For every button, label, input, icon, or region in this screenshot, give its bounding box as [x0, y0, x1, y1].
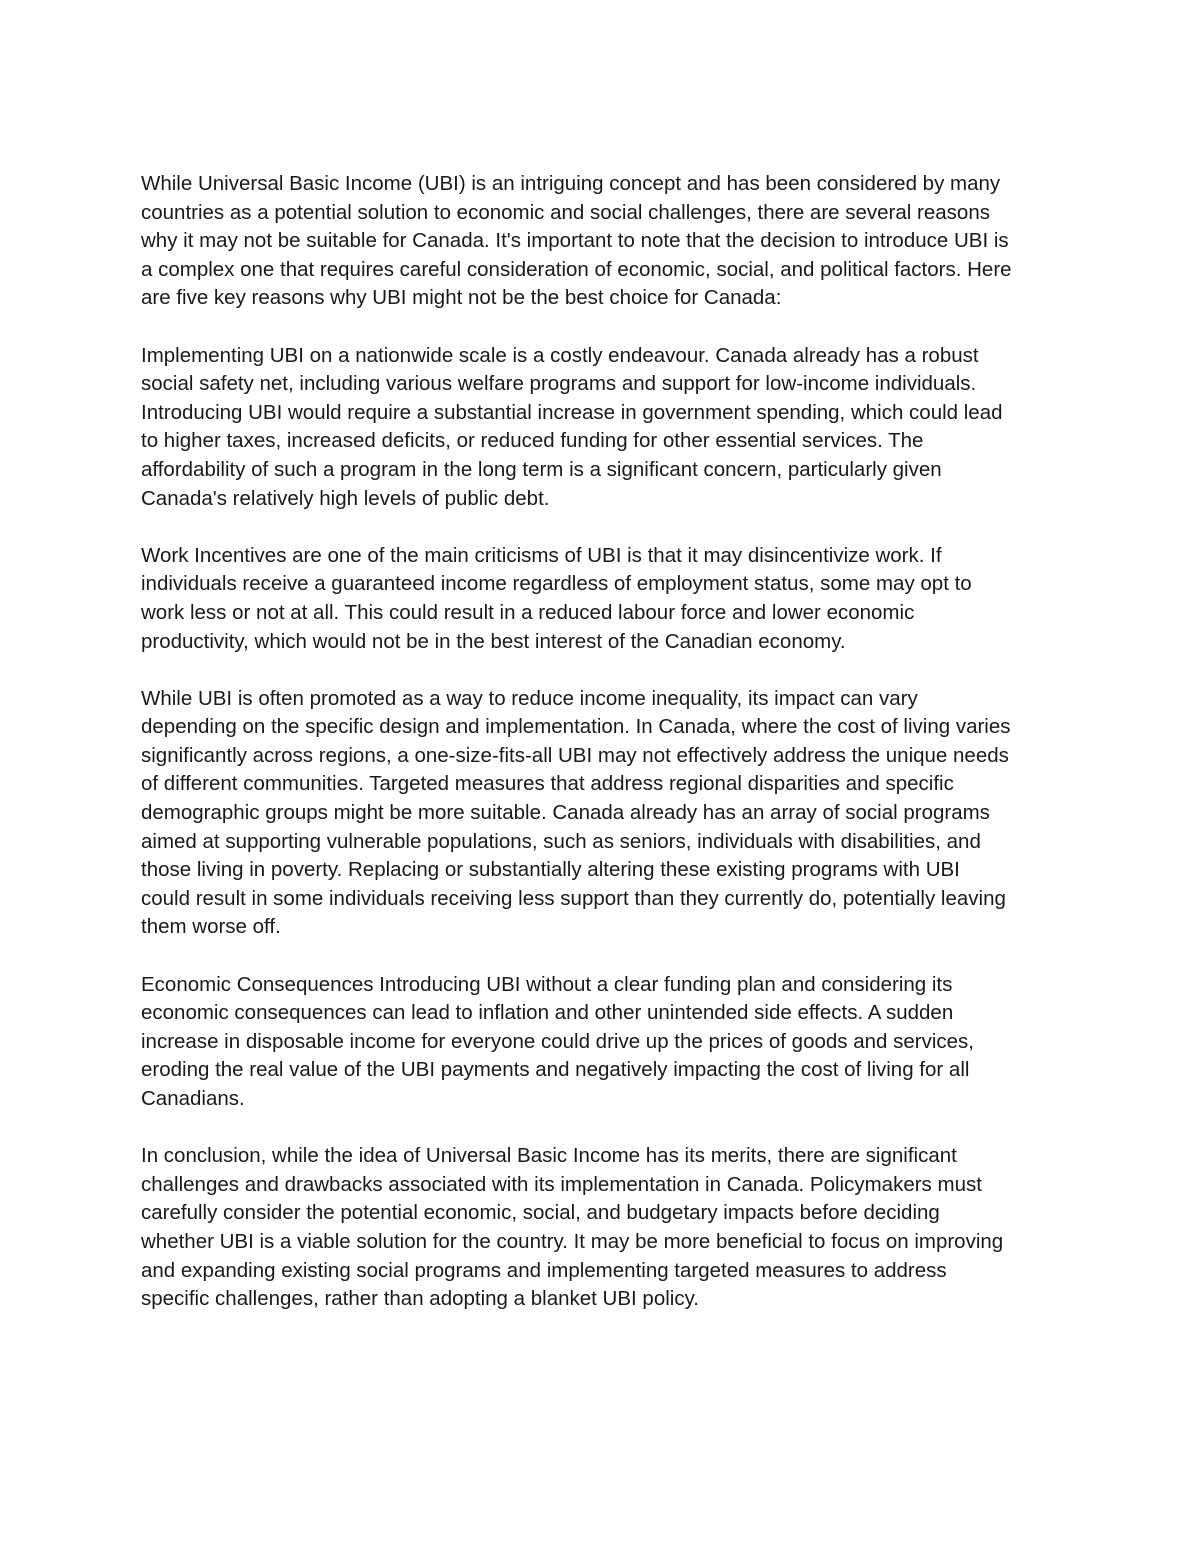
text-line: Introducing UBI would require a substantial increase in government spending, which could lead — [141, 400, 1003, 424]
text-line: Canada's relatively high levels of public debt. — [141, 486, 550, 510]
text-line: increase in disposable income for everyone could drive up the prices of goods and services, — [141, 1029, 974, 1053]
text-line: social safety net, including various welfare programs and support for low-income individuals. — [141, 372, 977, 396]
text-line: demographic groups might be more suitable. Canada already has an array of social programs — [141, 801, 990, 825]
text-line: economic consequences can lead to inflation and other unintended side effects. A sudden — [141, 1001, 954, 1025]
text-line: could result in some individuals receiving less support than they currently do, potentially leaving — [141, 886, 1006, 910]
paragraph-1 — [141, 170, 1071, 313]
text-line: why it may not be suitable for Canada. It's important to note that the decision to introduce UBI is — [141, 229, 1009, 253]
text-line: them worse off. — [141, 915, 281, 939]
text-line: work less or not at all. This could result in a reduced labour force and lower economic — [141, 600, 915, 624]
text-line: Implementing UBI on a nationwide scale is a costly endeavour. Canada already has a robust — [141, 343, 979, 367]
document-body — [141, 170, 1071, 1342]
text-line: challenges and drawbacks associated with its implementation in Canada. Policymakers must — [141, 1172, 982, 1196]
text-line: While UBI is often promoted as a way to reduce income inequality, its impact can vary — [141, 686, 918, 710]
text-line: whether UBI is a viable solution for the country. It may be more beneficial to focus on improving — [141, 1229, 1004, 1253]
text-line: individuals receive a guaranteed income regardless of employment status, some may opt to — [141, 572, 972, 596]
text-line: significantly across regions, a one-size-fits-all UBI may not effectively address the unique needs — [141, 743, 1009, 767]
text-line: Economic Consequences Introducing UBI without a clear funding plan and considering its — [141, 972, 953, 996]
paragraph-6 — [141, 1142, 1071, 1314]
paragraph-2 — [141, 342, 1071, 514]
text-line: carefully consider the potential economic, social, and budgetary impacts before deciding — [141, 1201, 940, 1225]
text-line: Canadians. — [141, 1087, 245, 1110]
text-line: Work Incentives are one of the main criticisms of UBI is that it may disincentivize work. If — [141, 543, 942, 567]
text-line: those living in poverty. Replacing or substantially altering these existing programs with UBI — [141, 858, 960, 882]
text-line: of different communities. Targeted measures that address regional disparities and specific — [141, 772, 954, 796]
text-line: aimed at supporting vulnerable populations, such as seniors, individuals with disabilities, and — [141, 829, 981, 853]
text-line: depending on the specific design and implementation. In Canada, where the cost of living varies — [141, 715, 1011, 739]
text-line: to higher taxes, increased deficits, or reduced funding for other essential services. The — [141, 429, 924, 453]
text-line: In conclusion, while the idea of Universal Basic Income has its merits, there are significant — [141, 1144, 957, 1168]
text-line: affordability of such a program in the long term is a significant concern, particularly given — [141, 457, 942, 481]
paragraph-3 — [141, 542, 1071, 656]
text-line: countries as a potential solution to economic and social challenges, there are several reasons — [141, 200, 990, 224]
paragraph-4 — [141, 685, 1071, 942]
paragraph-5 — [141, 971, 1071, 1114]
text-line: a complex one that requires careful consideration of economic, social, and political factors. Here — [141, 257, 1012, 281]
text-line: productivity, which would not be in the best interest of the Canadian economy. — [141, 629, 846, 653]
text-line: specific challenges, rather than adopting a blanket UBI policy. — [141, 1287, 700, 1311]
text-line: While Universal Basic Income (UBI) is an intriguing concept and has been considered by many — [141, 172, 1001, 195]
text-line: eroding the real value of the UBI payments and negatively impacting the cost of living for all — [141, 1058, 970, 1082]
text-line: are five key reasons why UBI might not be the best choice for Canada: — [141, 286, 782, 310]
text-line: and expanding existing social programs and implementing targeted measures to address — [141, 1258, 947, 1282]
